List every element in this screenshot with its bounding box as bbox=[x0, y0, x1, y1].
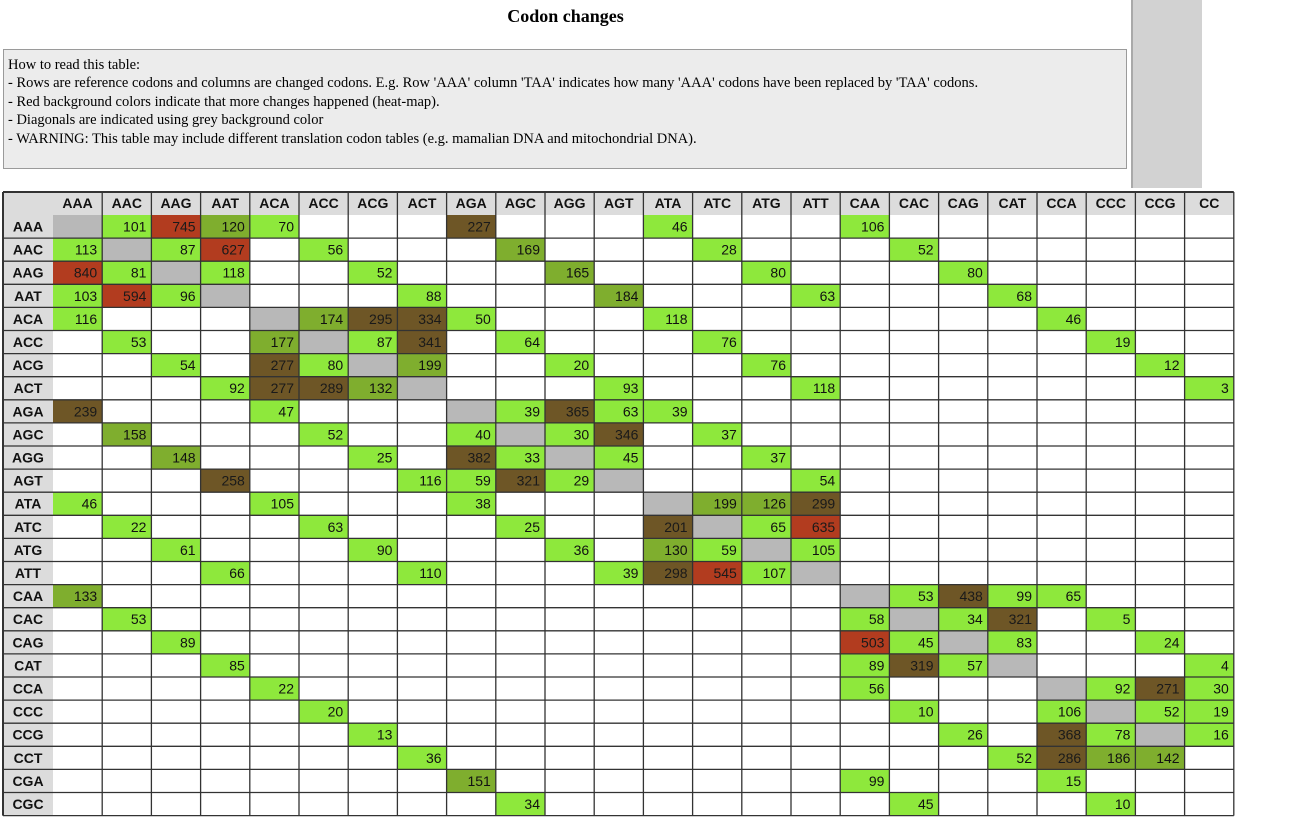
cell-value: 186 bbox=[1107, 749, 1131, 766]
column-header-label: ACA bbox=[259, 195, 290, 211]
cell-value: 126 bbox=[762, 495, 786, 512]
cell-value: 130 bbox=[664, 541, 688, 558]
diagonal-cell bbox=[742, 538, 791, 561]
cell-value: 3 bbox=[1221, 380, 1229, 397]
cell-value: 45 bbox=[622, 449, 639, 466]
page-title: Codon changes bbox=[507, 6, 624, 26]
cell-value: 36 bbox=[426, 749, 442, 766]
row-header-label: ACA bbox=[12, 310, 44, 327]
help-box bbox=[3, 49, 1127, 169]
cell-value: 199 bbox=[713, 495, 737, 512]
column-header-label: AAG bbox=[160, 195, 192, 211]
cell-value: 12 bbox=[1164, 357, 1180, 374]
cell-value: 5 bbox=[1122, 611, 1131, 628]
cell-value: 64 bbox=[524, 334, 540, 350]
cell-value: 36 bbox=[573, 541, 590, 558]
cell-value: 56 bbox=[327, 241, 344, 258]
cell-value: 627 bbox=[221, 241, 245, 258]
cell-value: 89 bbox=[868, 657, 885, 674]
column-header-label: CC bbox=[1199, 195, 1220, 211]
cell-value: 594 bbox=[123, 287, 147, 304]
column-header-label: ACG bbox=[357, 195, 389, 211]
cell-value: 39 bbox=[524, 403, 540, 420]
cell-value: 50 bbox=[475, 310, 491, 327]
row-header-label: ACT bbox=[13, 380, 43, 397]
diagonal-cell bbox=[939, 631, 988, 654]
cell-value: 47 bbox=[278, 403, 294, 420]
corner-cell bbox=[3, 192, 53, 215]
cell-value: 545 bbox=[713, 565, 737, 581]
cell-value: 65 bbox=[770, 518, 786, 535]
diagonal-cell bbox=[201, 284, 250, 307]
cell-value: 89 bbox=[180, 634, 196, 651]
diagonal-cell bbox=[889, 608, 938, 631]
cell-value: 38 bbox=[475, 495, 491, 512]
cell-value: 635 bbox=[811, 518, 836, 535]
cell-value: 118 bbox=[812, 380, 836, 397]
row-header-label: CGC bbox=[12, 796, 44, 812]
codon-table[interactable] bbox=[3, 192, 1229, 812]
cell-value: 118 bbox=[665, 310, 688, 327]
cell-value: 286 bbox=[1057, 749, 1082, 766]
cell-value: 15 bbox=[1065, 772, 1082, 789]
column-header-label: CAA bbox=[849, 195, 880, 211]
cell-value: 298 bbox=[664, 565, 688, 581]
cell-value: 29 bbox=[573, 472, 590, 489]
cell-value: 101 bbox=[123, 218, 147, 235]
row-header-label: CAG bbox=[12, 634, 44, 651]
cell-value: 745 bbox=[172, 218, 196, 235]
cell-value: 142 bbox=[1156, 749, 1180, 766]
row-header-label: AGT bbox=[13, 472, 43, 489]
diagonal-cell bbox=[545, 446, 594, 469]
cell-value: 289 bbox=[319, 380, 344, 397]
diagonal-cell bbox=[53, 215, 102, 238]
diagonal-cell bbox=[250, 307, 299, 330]
cell-value: 39 bbox=[672, 403, 688, 420]
cell-value: 106 bbox=[1057, 703, 1082, 720]
cell-value: 52 bbox=[376, 264, 393, 281]
cell-value: 148 bbox=[172, 449, 196, 466]
cell-value: 93 bbox=[622, 380, 639, 397]
cell-value: 177 bbox=[270, 334, 294, 350]
cell-value: 116 bbox=[419, 472, 442, 489]
side-panel bbox=[1131, 0, 1202, 188]
cell-value: 199 bbox=[418, 357, 442, 374]
row-header-label: CCC bbox=[12, 703, 44, 720]
cell-value: 20 bbox=[327, 703, 344, 720]
cell-value: 174 bbox=[319, 310, 344, 327]
diagonal-cell bbox=[447, 400, 496, 423]
cell-value: 165 bbox=[565, 264, 590, 281]
column-header-label: AGA bbox=[455, 195, 487, 211]
cell-value: 341 bbox=[418, 334, 442, 350]
column-header-label: ATT bbox=[802, 195, 829, 211]
cell-value: 382 bbox=[467, 449, 491, 466]
column-header-label: ATC bbox=[703, 195, 732, 211]
cell-value: 63 bbox=[819, 287, 836, 304]
cell-value: 13 bbox=[376, 726, 393, 743]
column-header-label: AGC bbox=[504, 195, 536, 211]
cell-value: 53 bbox=[130, 334, 147, 350]
cell-value: 80 bbox=[770, 264, 786, 281]
cell-value: 106 bbox=[861, 218, 885, 235]
cell-value: 83 bbox=[1016, 634, 1032, 651]
diagonal-cell bbox=[1135, 723, 1184, 746]
cell-value: 34 bbox=[967, 611, 983, 628]
diagonal-cell bbox=[693, 515, 742, 538]
cell-value: 239 bbox=[73, 403, 98, 420]
cell-value: 295 bbox=[369, 310, 393, 327]
cell-value: 76 bbox=[770, 357, 786, 374]
cell-value: 438 bbox=[959, 588, 983, 605]
cell-value: 68 bbox=[1016, 287, 1032, 304]
cell-value: 92 bbox=[1114, 680, 1131, 697]
cell-value: 258 bbox=[221, 472, 245, 489]
cell-value: 110 bbox=[419, 565, 442, 581]
cell-value: 334 bbox=[418, 310, 442, 327]
row-header-label: CGA bbox=[12, 772, 44, 789]
cell-value: 151 bbox=[467, 772, 491, 789]
diagonal-cell bbox=[397, 377, 446, 400]
column-header-label: CCA bbox=[1046, 195, 1077, 211]
diagonal-cell bbox=[791, 562, 840, 585]
cell-value: 19 bbox=[1213, 703, 1229, 720]
cell-value: 105 bbox=[811, 541, 836, 558]
cell-value: 107 bbox=[762, 565, 786, 581]
cell-value: 321 bbox=[1008, 611, 1032, 628]
cell-value: 99 bbox=[1016, 588, 1032, 605]
column-header-label: ATG bbox=[752, 195, 781, 211]
row-header-label: ACC bbox=[12, 334, 44, 350]
cell-value: 87 bbox=[180, 241, 196, 258]
column-header-label: AAC bbox=[111, 195, 142, 211]
cell-value: 321 bbox=[516, 472, 540, 489]
cell-value: 132 bbox=[369, 380, 393, 397]
cell-value: 39 bbox=[622, 565, 639, 581]
column-header-label: CAT bbox=[998, 195, 1027, 211]
cell-value: 16 bbox=[1213, 726, 1229, 743]
cell-value: 59 bbox=[475, 472, 491, 489]
cell-value: 52 bbox=[918, 241, 934, 258]
cell-value: 201 bbox=[664, 518, 688, 535]
diagonal-cell bbox=[299, 331, 348, 354]
cell-value: 28 bbox=[721, 241, 737, 258]
cell-value: 30 bbox=[573, 426, 590, 443]
row-header-label: ATA bbox=[14, 495, 42, 512]
cell-value: 45 bbox=[918, 796, 934, 812]
cell-value: 319 bbox=[910, 657, 934, 674]
cell-value: 24 bbox=[1164, 634, 1180, 651]
cell-value: 76 bbox=[721, 334, 737, 350]
cell-value: 25 bbox=[376, 449, 393, 466]
cell-value: 10 bbox=[1114, 796, 1131, 812]
cell-value: 52 bbox=[1016, 749, 1032, 766]
column-header-label: AGG bbox=[553, 195, 586, 211]
cell-value: 271 bbox=[1156, 680, 1180, 697]
cell-value: 158 bbox=[123, 426, 147, 443]
cell-value: 40 bbox=[475, 426, 491, 443]
row-header-label: ACG bbox=[12, 357, 44, 374]
diagonal-cell bbox=[594, 469, 643, 492]
row-header-label: AAT bbox=[14, 287, 42, 304]
cell-value: 87 bbox=[376, 334, 393, 350]
diagonal-cell bbox=[988, 654, 1037, 677]
cell-value: 88 bbox=[426, 287, 442, 304]
diagonal-cell bbox=[1037, 677, 1086, 700]
column-header-label: ACT bbox=[407, 195, 437, 211]
row-header-label: AGA bbox=[12, 403, 44, 420]
cell-value: 169 bbox=[516, 241, 540, 258]
cell-value: 116 bbox=[74, 310, 98, 327]
diagonal-cell bbox=[840, 585, 889, 608]
cell-value: 368 bbox=[1057, 726, 1082, 743]
row-header-label: CCT bbox=[13, 749, 43, 766]
cell-value: 840 bbox=[73, 264, 98, 281]
cell-value: 346 bbox=[615, 426, 639, 443]
cell-value: 26 bbox=[967, 726, 983, 743]
cell-value: 85 bbox=[229, 657, 245, 674]
cell-value: 52 bbox=[1164, 703, 1180, 720]
cell-value: 10 bbox=[918, 703, 934, 720]
diagonal-cell bbox=[496, 423, 545, 446]
row-header-label: CCA bbox=[12, 680, 44, 697]
help-line: - Red background colors indicate that more changes happened (heat-map). bbox=[8, 93, 440, 110]
cell-value: 80 bbox=[327, 357, 344, 374]
cell-value: 25 bbox=[524, 518, 540, 535]
cell-value: 63 bbox=[622, 403, 639, 420]
cell-value: 46 bbox=[672, 218, 688, 235]
cell-value: 19 bbox=[1114, 334, 1131, 350]
cell-value: 277 bbox=[270, 380, 294, 397]
cell-value: 365 bbox=[565, 403, 590, 420]
diagonal-cell bbox=[1086, 700, 1135, 723]
row-header-label: ATC bbox=[14, 518, 42, 535]
cell-value: 33 bbox=[524, 449, 540, 466]
cell-value: 37 bbox=[721, 426, 737, 443]
cell-value: 103 bbox=[73, 287, 98, 304]
row-header-label: AAC bbox=[12, 241, 44, 258]
cell-value: 118 bbox=[222, 264, 245, 281]
row-header-label: AAG bbox=[12, 264, 44, 281]
cell-value: 113 bbox=[74, 241, 98, 258]
cell-value: 53 bbox=[918, 588, 934, 605]
column-header-label: CAC bbox=[898, 195, 930, 211]
row-header-label: ATG bbox=[13, 541, 43, 558]
cell-value: 503 bbox=[861, 634, 885, 651]
cell-value: 54 bbox=[180, 357, 196, 374]
diagonal-cell bbox=[643, 492, 692, 515]
column-header-label: ACC bbox=[308, 195, 339, 211]
cell-value: 92 bbox=[229, 380, 245, 397]
cell-value: 184 bbox=[615, 287, 639, 304]
cell-value: 59 bbox=[721, 541, 737, 558]
cell-value: 78 bbox=[1114, 726, 1131, 743]
diagonal-cell bbox=[151, 261, 200, 284]
row-header-label: CAT bbox=[14, 657, 42, 674]
cell-value: 65 bbox=[1065, 588, 1082, 605]
row-header-label: CCG bbox=[12, 726, 44, 743]
help-line: How to read this table: bbox=[8, 57, 141, 73]
cell-value: 61 bbox=[180, 541, 196, 558]
cell-value: 133 bbox=[73, 588, 98, 605]
cell-value: 99 bbox=[868, 772, 885, 789]
row-header-label: CAC bbox=[12, 611, 44, 628]
cell-value: 70 bbox=[278, 218, 294, 235]
cell-value: 57 bbox=[967, 657, 983, 674]
cell-value: 56 bbox=[868, 680, 885, 697]
row-header-label: ATT bbox=[14, 565, 42, 581]
cell-value: 46 bbox=[1065, 310, 1082, 327]
cell-value: 120 bbox=[221, 218, 245, 235]
diagonal-cell bbox=[102, 238, 151, 261]
column-header-label: CCC bbox=[1095, 195, 1126, 211]
cell-value: 299 bbox=[811, 495, 836, 512]
cell-value: 58 bbox=[868, 611, 885, 628]
cell-value: 22 bbox=[130, 518, 147, 535]
cell-value: 96 bbox=[180, 287, 196, 304]
cell-value: 54 bbox=[819, 472, 836, 489]
cell-value: 227 bbox=[467, 218, 491, 235]
cell-value: 52 bbox=[327, 426, 344, 443]
row-header-label: AGG bbox=[12, 449, 44, 466]
help-line: - Rows are reference codons and columns are changed codons. E.g. Row 'AAA' column 'TAA' indicates how many 'AAA' codons have been replaced by 'TAA' codons. bbox=[8, 75, 979, 92]
cell-value: 81 bbox=[130, 264, 147, 281]
cell-value: 45 bbox=[918, 634, 934, 651]
column-header-label: AGT bbox=[604, 195, 634, 211]
cell-value: 66 bbox=[229, 565, 245, 581]
cell-value: 30 bbox=[1213, 680, 1229, 697]
column-header-label: CAG bbox=[947, 195, 979, 211]
codon-heatmap bbox=[3, 192, 1303, 832]
cell-value: 46 bbox=[81, 495, 98, 512]
cell-value: 53 bbox=[130, 611, 147, 628]
column-header-label: AAT bbox=[211, 195, 240, 211]
cell-value: 22 bbox=[278, 680, 294, 697]
cell-value: 63 bbox=[327, 518, 344, 535]
column-header-label: ATA bbox=[654, 195, 682, 211]
row-header-label: AAA bbox=[12, 218, 44, 235]
column-header-label: CCG bbox=[1144, 195, 1176, 211]
cell-value: 37 bbox=[770, 449, 786, 466]
cell-value: 277 bbox=[270, 357, 294, 374]
cell-value: 34 bbox=[524, 796, 540, 812]
cell-value: 105 bbox=[270, 495, 294, 512]
cell-value: 20 bbox=[573, 357, 590, 374]
row-header-label: CAA bbox=[12, 588, 44, 605]
cell-value: 90 bbox=[376, 541, 393, 558]
diagonal-cell bbox=[348, 354, 397, 377]
help-line: - WARNING: This table may include different translation codon tables (e.g. mamalian DNA and mitochondrial DNA). bbox=[8, 130, 697, 147]
column-header-label: AAA bbox=[62, 195, 93, 211]
row-header-label: AGC bbox=[12, 426, 44, 443]
main-panel bbox=[0, 0, 1131, 188]
cell-value: 80 bbox=[967, 264, 983, 281]
cell-value: 4 bbox=[1221, 657, 1229, 674]
help-line: - Diagonals are indicated using grey background color bbox=[8, 112, 324, 129]
